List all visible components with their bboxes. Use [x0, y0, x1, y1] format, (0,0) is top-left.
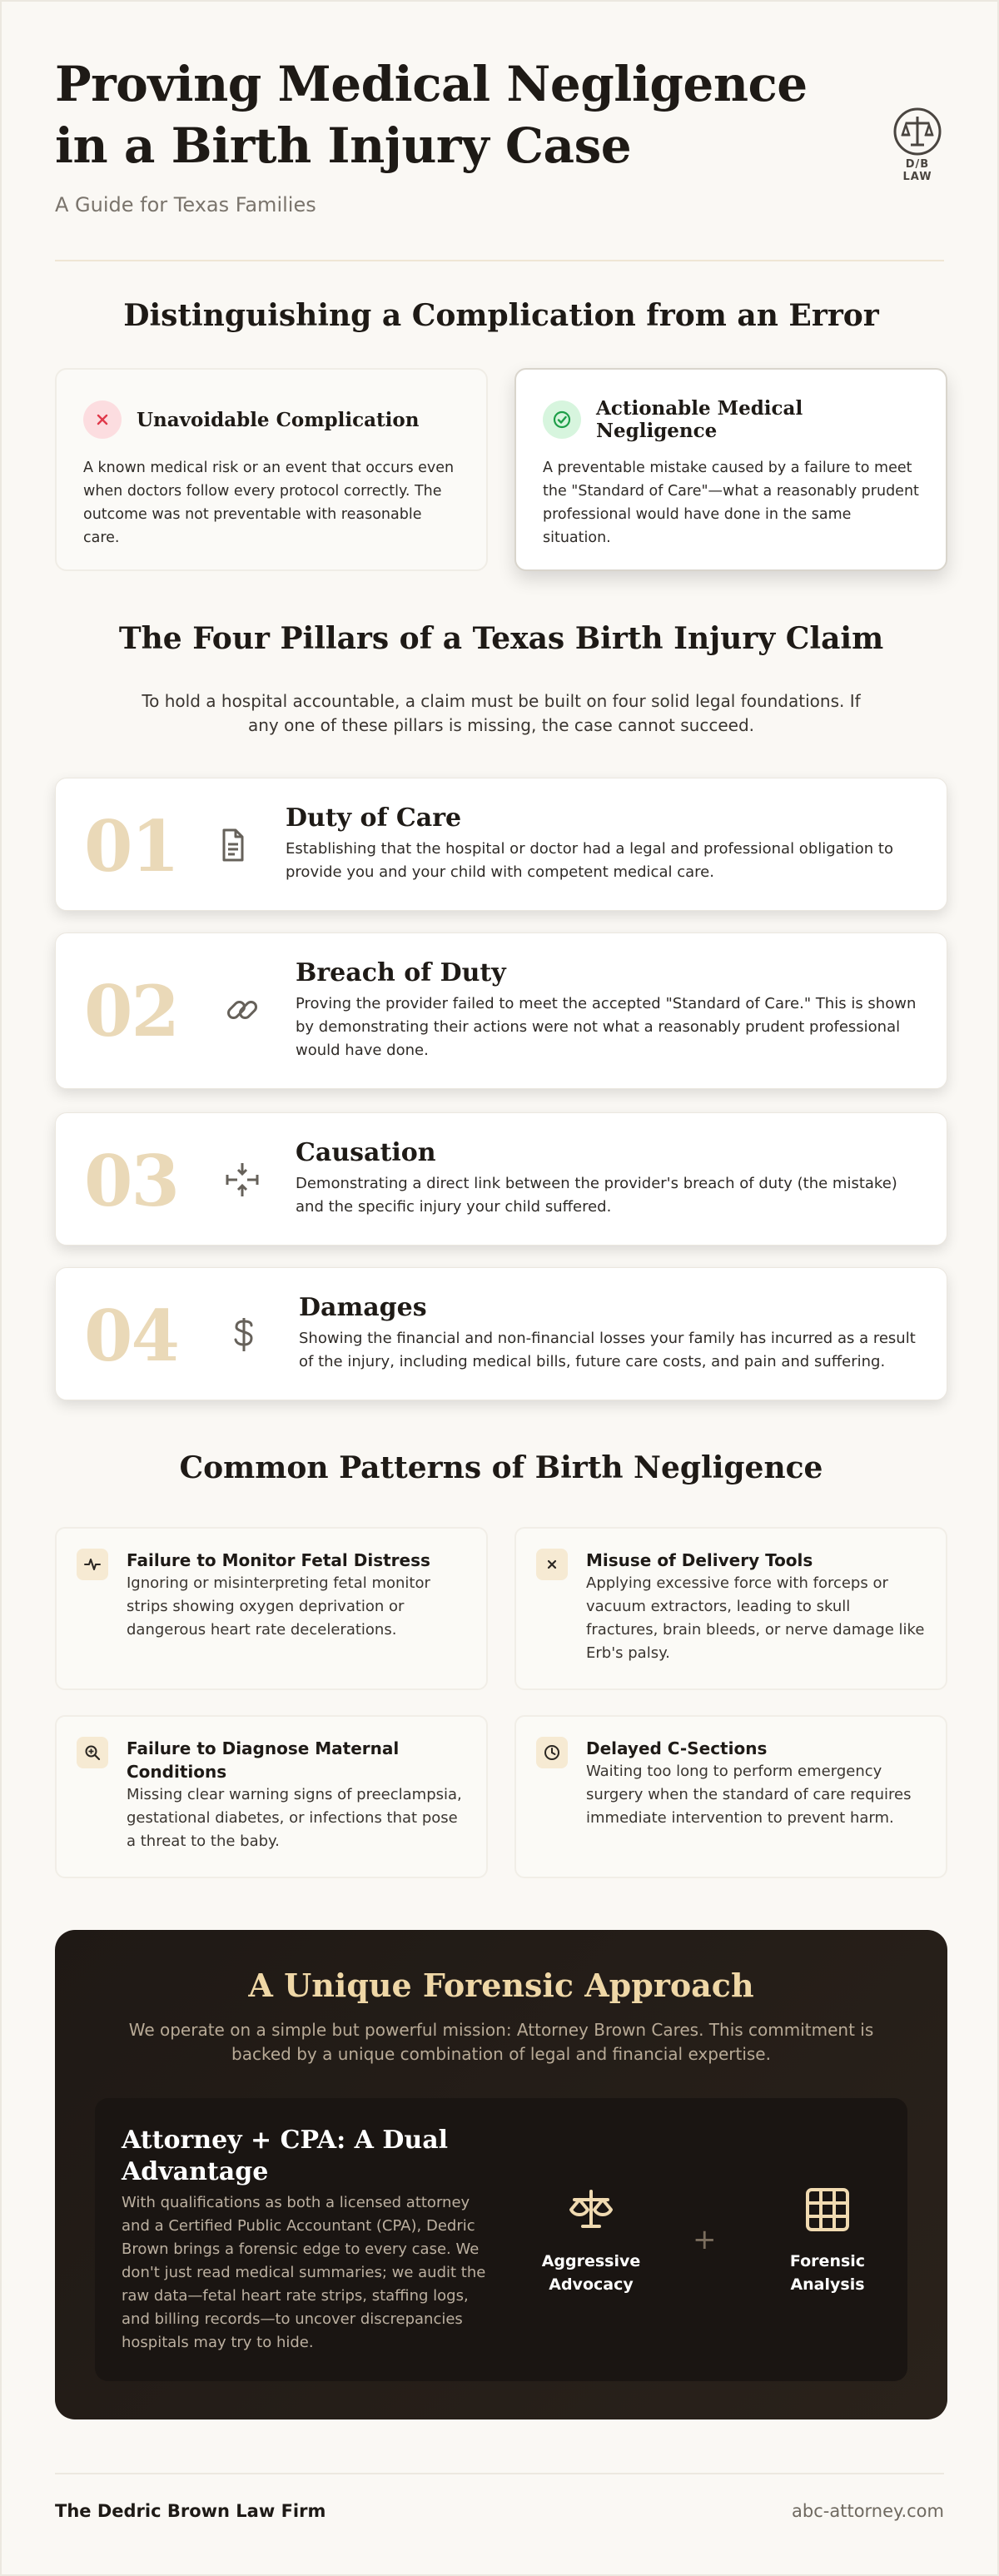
page-subtitle: A Guide for Texas Families: [55, 193, 316, 216]
pattern-text: Waiting too long to perform emergency surgery when the standard of care requires immediate intervention to prevent harm.: [586, 1763, 912, 1827]
forensic-title: A Unique Forensic Approach: [248, 1967, 754, 2004]
pattern-card: [514, 1715, 947, 1878]
complication-title: Unavoidable Complication: [137, 408, 420, 431]
zoom-icon: [77, 1737, 108, 1768]
pattern-text: Ignoring or misinterpreting fetal monitor strips showing oxygen deprivation or dangerous heart rate decelerations.: [127, 1574, 430, 1639]
pillar-title: Causation: [296, 1138, 436, 1167]
forensic-analysis-label: [744, 2250, 911, 2296]
pattern-card: [514, 1527, 947, 1690]
x-icon: [83, 400, 122, 439]
document-icon: [211, 823, 254, 867]
pillar-body: [296, 958, 918, 1062]
pillar-body: [286, 803, 918, 884]
pattern-title: Delayed C-Sections: [586, 1738, 768, 1758]
pillar-body: [299, 1293, 918, 1374]
pattern-text: Missing clear warning signs of preeclampsia, gestational diabetes, or infections that pose a threat to the baby.: [127, 1786, 462, 1850]
pillar-card: [55, 932, 947, 1089]
pillar-text: Demonstrating a direct link between the provider's breach of duty (the mistake) and the specific injury your child suffered.: [296, 1175, 897, 1216]
page-title: [55, 53, 947, 177]
footer-firm-name: The Dedric Brown Law Firm: [55, 2501, 326, 2521]
footer-divider: [55, 2473, 944, 2474]
firm-logo: [891, 107, 944, 183]
check-circle-icon: [543, 400, 581, 439]
pattern-card: [55, 1715, 488, 1878]
pattern-title: Failure to Diagnose Maternal Conditions: [127, 1738, 400, 1782]
causation-icon: [221, 1158, 264, 1201]
complication-card: [55, 368, 488, 571]
x-icon: [536, 1549, 568, 1580]
pillar-number: 04: [84, 1295, 178, 1377]
pillar-card: [55, 1112, 947, 1246]
negligence-text: A preventable mistake caused by a failure to meet the "Standard of Care"—what a reasonably prudent professional would have done in the same situation.: [543, 460, 919, 546]
pattern-text: Applying excessive force with forceps or vacuum extractors, leading to skull fractures, brain bleeds, or nerve damage like Erb's palsy.: [586, 1574, 925, 1662]
pillar-number: 02: [84, 970, 178, 1052]
patterns-section-title: Common Patterns of Birth Negligence: [179, 1450, 823, 1485]
label-line: Advocacy: [549, 2275, 634, 2294]
dual-advantage-card: [95, 2098, 907, 2381]
label-line: Aggressive: [541, 2252, 641, 2270]
label-line: Analysis: [790, 2275, 865, 2294]
pillars-section-title: The Four Pillars of a Texas Birth Injury Claim: [118, 621, 884, 656]
pillar-text: Establishing that the hospital or doctor had a legal and professional obligation to provide you and your child with competent medical care.: [286, 840, 893, 881]
pillar-body: [296, 1138, 918, 1219]
grid-calculator-icon: [803, 2185, 852, 2235]
title-line-2: in a Birth Injury Case: [55, 117, 632, 174]
pillar-text: Proving the provider failed to meet the accepted "Standard of Care." This is shown by demonstrating their actions were not what a reasonably prudent professional would have done.: [296, 995, 917, 1059]
dual-advantage-text: With qualifications as both a licensed attorney and a Certified Public Accountant (CPA), Dedric Brown brings a forensic edge to every case. We don't just read medical summaries; we audit the raw data—fetal heart rate strips, staffing logs, and billing records—to uncover discrepancies hospitals may try to hide.: [122, 2194, 486, 2351]
link-icon: [221, 988, 264, 1032]
logo-text: D/B LAW: [902, 158, 932, 183]
pillar-text: Showing the financial and non-financial losses your family has incurred as a result of the injury, including medical bills, future care costs, and pain and suffering.: [299, 1330, 916, 1370]
plus-sign: +: [693, 2223, 717, 2256]
pattern-title: Failure to Monitor Fetal Distress: [127, 1550, 430, 1570]
pillar-title: Duty of Care: [286, 803, 462, 833]
scales-logo-icon: [892, 107, 942, 157]
scales-icon: [566, 2185, 616, 2235]
heartbeat-icon: [77, 1549, 108, 1580]
pillar-card: [55, 778, 947, 911]
complication-text: A known medical risk or an event that occurs even when doctors follow every protocol correctly. The outcome was not preventable with reasonable care.: [83, 460, 455, 546]
pillar-number: 03: [84, 1140, 178, 1222]
pillars-intro: To hold a hospital accountable, a claim must be built on four solid legal foundations. If any one of these pillars is missing, the case cannot succeed.: [142, 691, 861, 735]
pattern-card: [55, 1527, 488, 1690]
negligence-card: [514, 368, 947, 571]
aggressive-advocacy-label: [508, 2250, 674, 2296]
header-divider: [55, 260, 944, 261]
comparison-section-title: Distinguishing a Complication from an Error: [123, 298, 879, 333]
footer-website-link[interactable]: abc-attorney.com: [792, 2501, 944, 2521]
label-line: Forensic: [789, 2252, 866, 2270]
title-line-1: Proving Medical Negligence: [55, 56, 808, 112]
pattern-title: Misuse of Delivery Tools: [586, 1550, 813, 1570]
aggressive-advocacy: [508, 2185, 674, 2296]
header: [55, 53, 947, 216]
forensic-intro: We operate on a simple but powerful mission: Attorney Brown Cares. This commitment is backed by a unique combination of legal and financial expertise.: [128, 2020, 874, 2064]
negligence-title: Actionable Medical Negligence: [596, 397, 803, 442]
forensic-analysis: [744, 2185, 911, 2296]
forensic-section: [55, 1930, 947, 2419]
clock-icon: [536, 1737, 568, 1768]
pillar-card: [55, 1267, 947, 1400]
pillar-number: 01: [84, 805, 178, 888]
pillar-title: Breach of Duty: [296, 958, 506, 987]
dual-advantage-title: Attorney + CPA: A Dual Advantage: [122, 2126, 449, 2186]
dollar-icon: [222, 1313, 266, 1356]
pillar-title: Damages: [299, 1293, 427, 1322]
